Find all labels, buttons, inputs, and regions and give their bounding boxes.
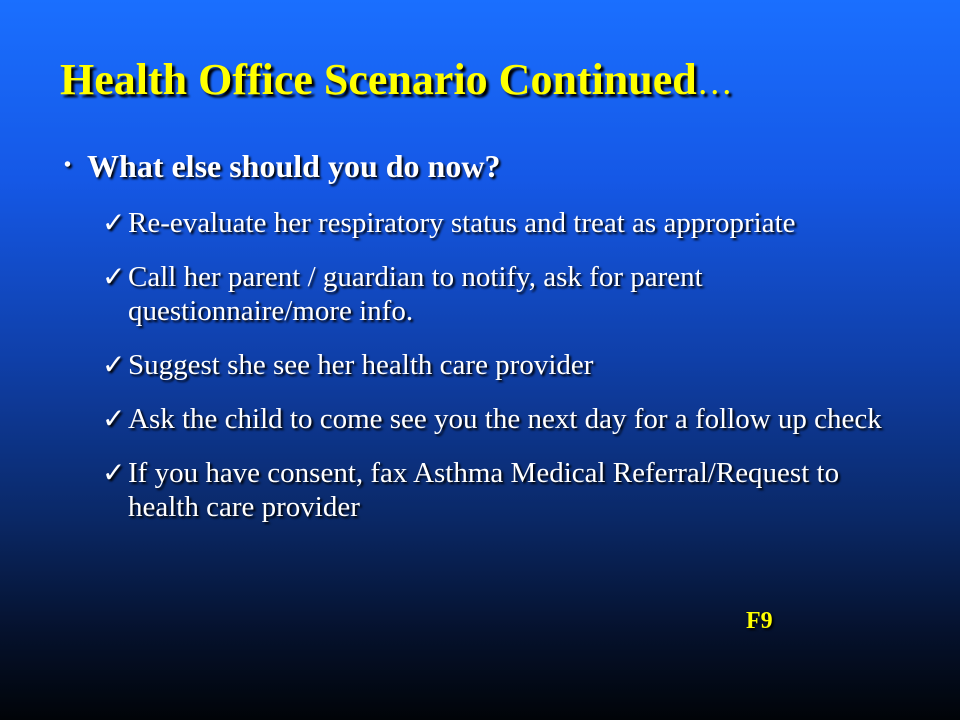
action-checklist (102, 206, 882, 544)
slide-title (60, 56, 733, 104)
checklist-item (102, 456, 882, 524)
checklist-item-text: If you have consent, fax Asthma Medical Referral/Request to health care provider (128, 457, 840, 523)
checkmark-icon: ✓ (102, 348, 126, 381)
slide-title-text: Health Office Scenario Continued (60, 55, 697, 104)
checklist-item (102, 348, 882, 382)
slide-footnote-code: F9 (746, 608, 773, 634)
checkmark-icon: ✓ (102, 456, 126, 489)
question-text: What else should you do now? (87, 148, 501, 184)
checklist-item-text: Call her parent / guardian to notify, ask for parent questionnaire/more info. (128, 261, 703, 327)
checklist-item-text: Ask the child to come see you the next day for a follow up check (128, 403, 882, 435)
checklist-item (102, 402, 882, 436)
checkmark-icon: ✓ (102, 260, 126, 293)
checklist-item (102, 206, 882, 240)
checklist-item (102, 260, 882, 328)
checklist-item-text: Suggest she see her health care provider (128, 349, 594, 381)
checkmark-icon: ✓ (102, 206, 126, 239)
question-bullet (64, 148, 500, 185)
bullet-dot-icon: • (64, 154, 72, 176)
checklist-item-text: Re-evaluate her respiratory status and treat as appropriate (128, 207, 796, 239)
slide-title-ellipsis: … (696, 62, 733, 102)
checkmark-icon: ✓ (102, 402, 126, 435)
